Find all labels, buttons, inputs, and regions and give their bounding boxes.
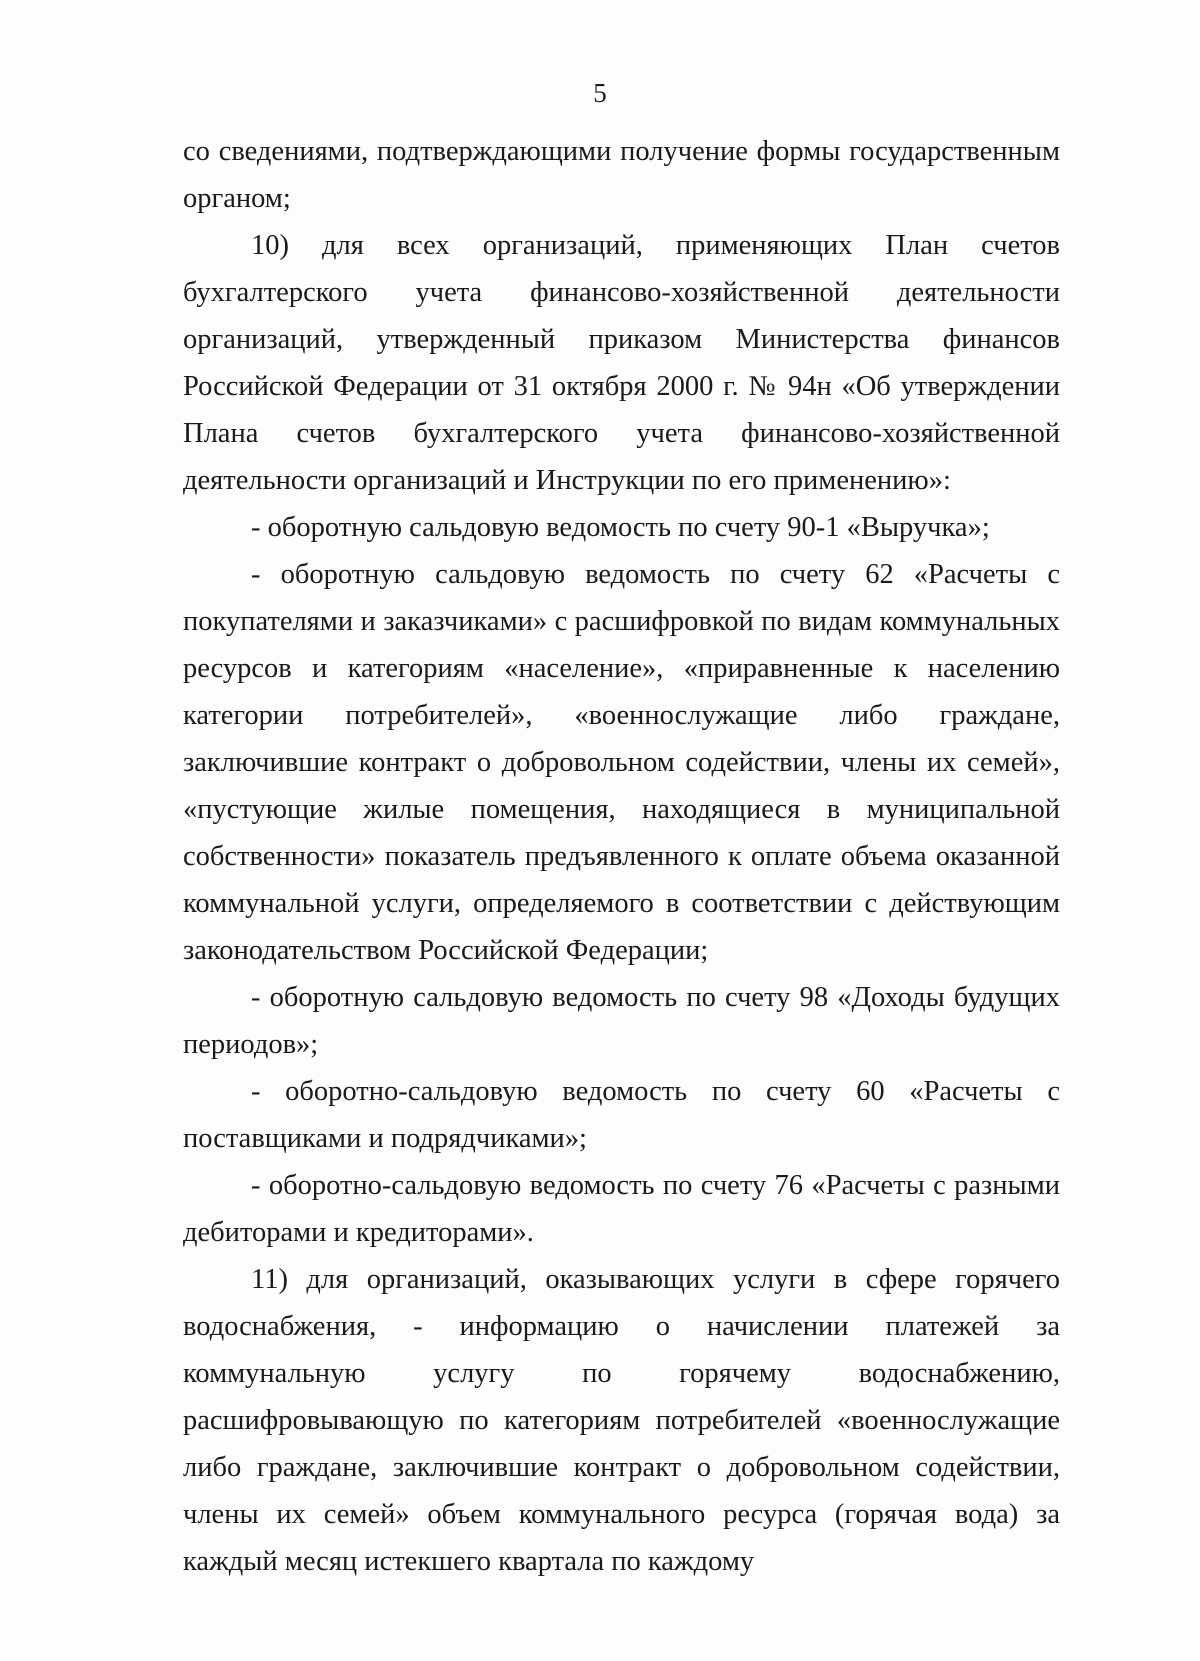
paragraph: - оборотную сальдовую ведомость по счету 90-1 «Выручка»; bbox=[251, 512, 990, 543]
page-number: 5 bbox=[593, 78, 607, 108]
paragraph: - оборотную сальдовую ведомость по счету 98 «Доходы будущих периодов»; bbox=[183, 982, 1060, 1060]
paragraph: со сведениями, подтверждающими получение формы государственным органом; bbox=[183, 136, 1060, 214]
paragraph: 10) для всех организаций, применяющих План счетов бухгалтерского учета финансово-хозяйственной деятельности организаций, утвержденный приказом Министерства финансов Российской Федерации от 31 октября 2000 г. № 94н «Об утверждении Плана счетов бухгалтерского учета финансово-хозяйственной деятельности организаций и Инструкции по его применению»: bbox=[183, 230, 1060, 496]
paragraph: - оборотно-сальдовую ведомость по счету 60 «Расчеты с поставщиками и подрядчиками»; bbox=[183, 1076, 1060, 1154]
body-text bbox=[183, 128, 1060, 1585]
paragraph: - оборотно-сальдовую ведомость по счету 76 «Расчеты с разными дебиторами и кредиторами». bbox=[183, 1170, 1060, 1248]
paragraph: - оборотную сальдовую ведомость по счету 62 «Расчеты с покупателями и заказчиками» с расшифровкой по видам коммунальных ресурсов и категориям «население», «приравненные к населению категории потребителей», «военнослужащие либо граждане, заключившие контракт о добровольном содействии, члены их семей», «пустующие жилые помещения, находящиеся в муниципальной собственности» показатель предъявленного к оплате объема оказанной коммунальной услуги, определяемого в соответствии с действующим законодательством Российской Федерации; bbox=[183, 559, 1060, 966]
paragraph: 11) для организаций, оказывающих услуги в сфере горячего водоснабжения, - информацию о начислении платежей за коммунальную услугу по горячему водоснабжению, расшифровывающую по категориям потребителей «военнослужащие либо граждане, заключившие контракт о добровольном содействии, члены их семей» объем коммунального ресурса (горячая вода) за каждый месяц истекшего квартала по каждому bbox=[183, 1264, 1060, 1577]
